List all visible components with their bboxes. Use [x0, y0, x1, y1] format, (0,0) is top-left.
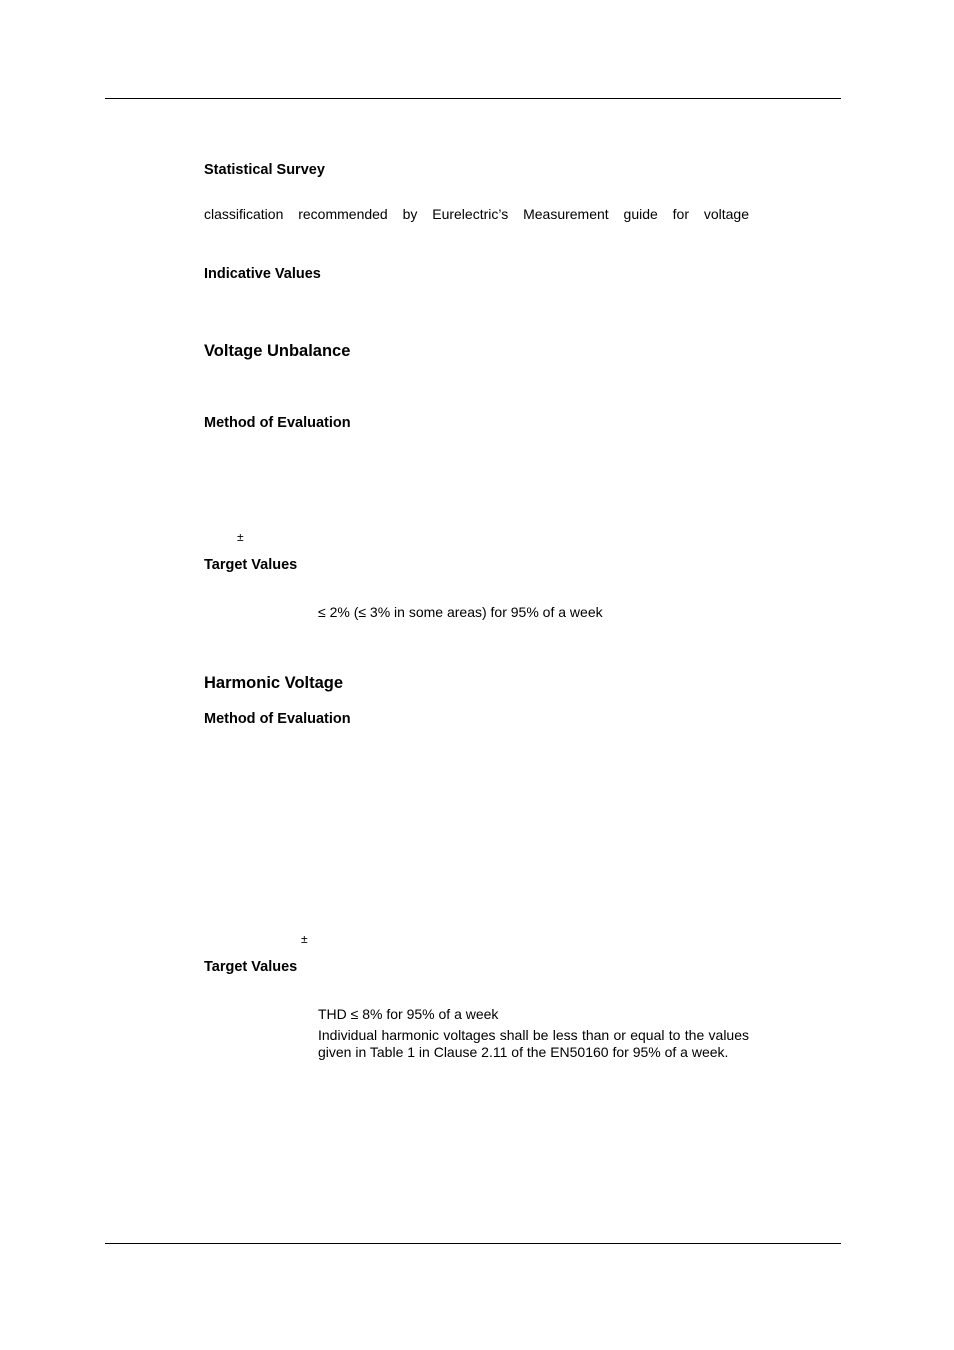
indicative-values-heading: Indicative Values — [204, 266, 321, 282]
voltage-unbalance-target-heading: Target Values — [204, 557, 298, 573]
voltage-unbalance-plusminus: ± — [237, 530, 244, 544]
harmonic-voltage-method-heading: Method of Evaluation — [204, 711, 351, 727]
harmonic-voltage-individual-text: Individual harmonic voltages shall be less than or equal to the values given in Table 1 in Clause 2.11 of the EN50160 for 95% of a week. — [318, 1027, 749, 1060]
voltage-unbalance-target-text: ≤ 2% (≤ 3% in some areas) for 95% of a week — [318, 604, 603, 620]
harmonic-voltage-heading: Harmonic Voltage — [204, 674, 344, 692]
harmonic-voltage-target-heading: Target Values — [204, 959, 298, 975]
footer-rule — [105, 1243, 841, 1244]
statistical-survey-text: classification recommended by Eurelectric’s Measurement guide for voltage — [204, 206, 749, 222]
harmonic-voltage-thd-text: THD ≤ 8% for 95% of a week — [318, 1006, 499, 1022]
header-rule — [105, 98, 841, 99]
voltage-unbalance-method-heading: Method of Evaluation — [204, 415, 351, 431]
statistical-survey-heading: Statistical Survey — [204, 162, 325, 178]
harmonic-voltage-plusminus: ± — [301, 932, 308, 946]
voltage-unbalance-heading: Voltage Unbalance — [204, 342, 351, 360]
